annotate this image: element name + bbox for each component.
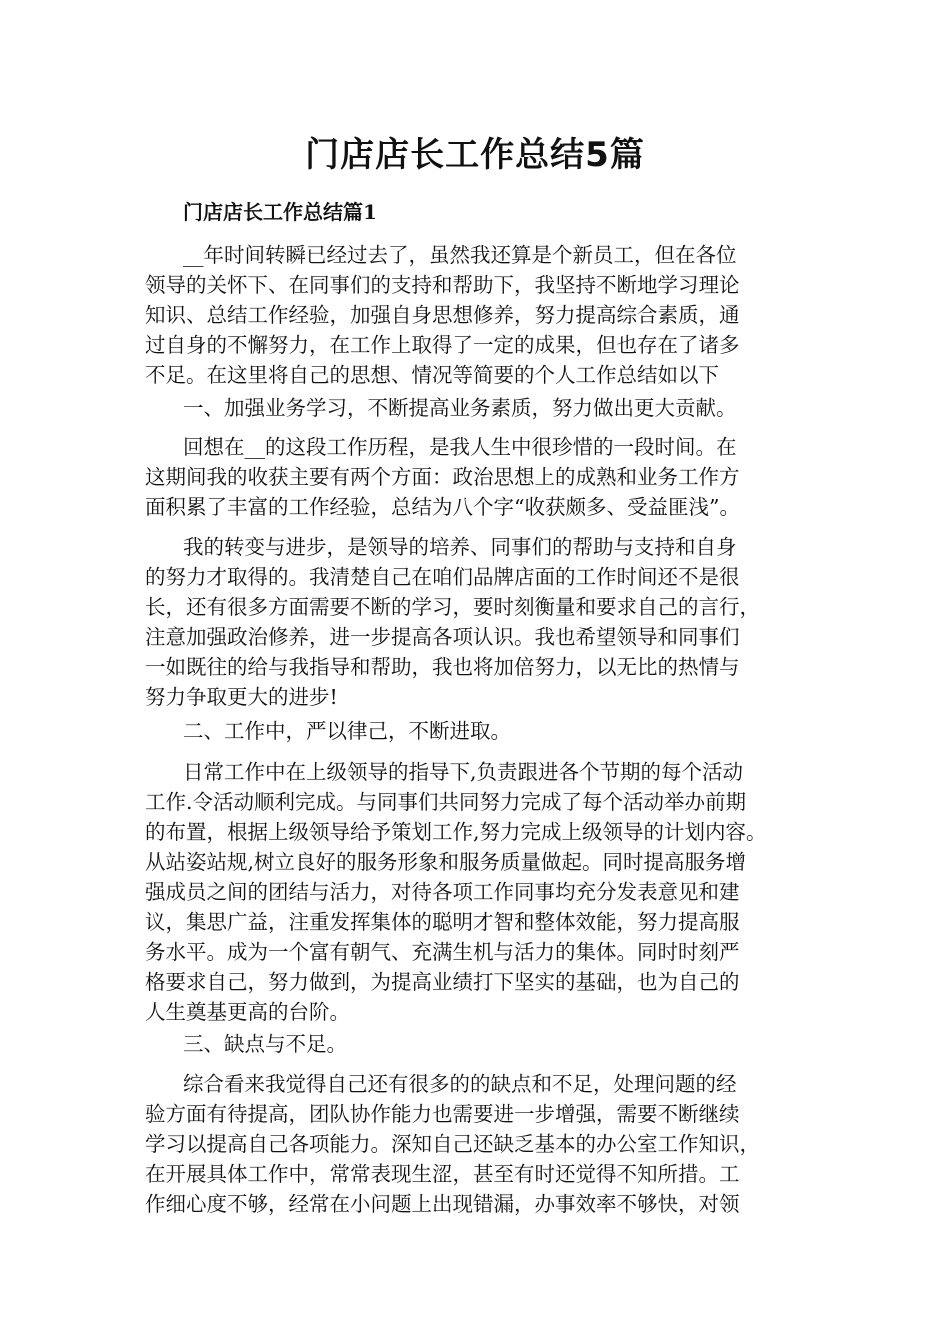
text-line: 知识、总结工作经验，加强自身思想修养，努力提高综合素质，通 <box>145 303 740 327</box>
text-line: 从站姿站规,树立良好的服务形象和服务质量做起。同时提高服务增 <box>145 850 747 874</box>
text-line: 长，还有很多方面需要不断的学习，要时刻衡量和要求自己的言行， <box>145 595 760 619</box>
text-line: 面积累了丰富的工作经验，总结为八个字“收获颇多、受益匪浅”。 <box>145 495 740 519</box>
text-line: 二、工作中，严以律己，不断进取。 <box>183 719 511 743</box>
paragraph-daily-work <box>145 757 805 1027</box>
text-line: __年时间转瞬已经过去了，虽然我还算是个新员工，但在各位 <box>183 243 737 267</box>
text-line: 验方面有待提高，团队协作能力也需要进一步增强，需要不断继续 <box>145 1102 740 1126</box>
text-line: 议，集思广益，注重发挥集体的聪明才智和整体效能，努力提高服 <box>145 910 740 934</box>
text-line: 作细心度不够，经常在小问题上出现错漏，办事效率不够快，对领 <box>145 1192 740 1216</box>
section-heading-2 <box>145 716 805 746</box>
text-line: 一、加强业务学习，不断提高业务素质，努力做出更大贡献。 <box>183 396 737 420</box>
text-line: 的布置，根据上级领导给予策划工作,努力完成上级领导的计划内容。 <box>145 820 767 844</box>
text-line: 努力争取更大的进步! <box>145 685 338 709</box>
section-heading-1 <box>145 393 805 423</box>
text-line: 这期间我的收获主要有两个方面：政治思想上的成熟和业务工作方 <box>145 465 740 489</box>
document-title: 门店店长工作总结5篇 <box>305 135 645 175</box>
text-line: 我的转变与进步，是领导的培养、同事们的帮助与支持和自身 <box>183 535 737 559</box>
text-line: 日常工作中在上级领导的指导下,负责跟进各个节期的每个活动 <box>183 760 744 784</box>
text-line: 学习以提高自己各项能力。深知自己还缺乏基本的办公室工作知识， <box>145 1132 760 1156</box>
text-line: 的努力才取得的。我清楚自己在咱们品牌店面的工作时间还不是很 <box>145 565 740 589</box>
paragraph-progress <box>145 532 805 712</box>
section-heading: 门店店长工作总结篇1 <box>183 200 377 224</box>
paragraph-shortcomings <box>145 1069 805 1219</box>
text-line: 不足。在这里将自己的思想、情况等简要的个人工作总结如以下 <box>145 363 719 387</box>
text-line: 三、缺点与不足。 <box>183 1032 347 1056</box>
text-line: 综合看来我觉得自己还有很多的的缺点和不足，处理问题的经 <box>183 1072 737 1096</box>
text-line: 领导的关怀下、在同事们的支持和帮助下，我坚持不断地学习理论 <box>145 273 740 297</box>
section-heading-3 <box>145 1029 805 1059</box>
text-line: 在开展具体工作中，常常表现生涩，甚至有时还觉得不知所措。工 <box>145 1162 740 1186</box>
text-line: 注意加强政治修养，进一步提高各项认识。我也希望领导和同事们 <box>145 625 740 649</box>
text-line: 回想在__的这段工作历程，是我人生中很珍惜的一段时间。在 <box>183 435 737 459</box>
paragraph-reflection <box>145 432 805 522</box>
text-line: 强成员之间的团结与活力，对待各项工作同事均充分发表意见和建 <box>145 880 740 904</box>
text-line: 务水平。成为一个富有朝气、充满生机与活力的集体。同时时刻严 <box>145 940 740 964</box>
text-line: 一如既往的给与我指导和帮助，我也将加倍努力，以无比的热情与 <box>145 655 740 679</box>
paragraph-intro <box>145 240 805 390</box>
text-line: 格要求自己，努力做到，为提高业绩打下坚实的基础，也为自己的 <box>145 970 740 994</box>
text-line: 人生奠基更高的台阶。 <box>145 1000 350 1024</box>
text-line: 工作.令活动顺利完成。与同事们共同努力完成了每个活动举办前期 <box>145 790 747 814</box>
text-line: 过自身的不懈努力，在工作上取得了一定的成果，但也存在了诸多 <box>145 333 740 357</box>
